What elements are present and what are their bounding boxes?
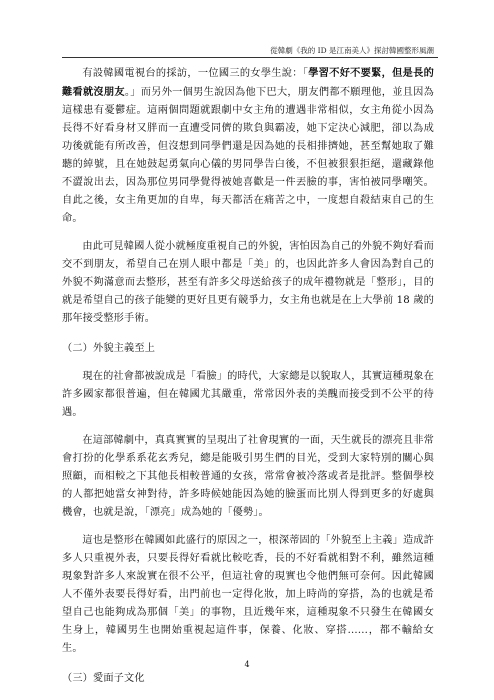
section-2-paragraph-1: 現在的社會都被說成是「看臉」的時代，大家總是以貌取人，其實這種現象在許多國家都很普遍，但在韓國尤其嚴重，常常因外表的美醜而接受到不公平的待遇。 — [62, 371, 434, 418]
header-rule — [62, 57, 438, 58]
page-number: 4 — [244, 660, 250, 669]
paragraph-1 — [62, 64, 434, 228]
section-2-paragraph-2: 在這部韓劇中，真真實實的呈現出了社會現實的一面，天生就長的漂亮且非常會打扮的化學系系花玄秀兒，總是能吸引男生們的目光，受到大家特別的關心與照顧，而相較之下其他長相較普通的女孩，常常會被冷落或者是批評。整個學校的人都把她當女神對待，許多時候她能因為她的臉蛋而比別人得到更多的好處與機會，也就是說，「漂亮」成為她的「優勢」。 — [62, 435, 434, 518]
section-heading-2: （二）外貌主義至上 — [62, 343, 156, 354]
document-body — [62, 64, 434, 698]
section-2-paragraph-3: 這也是整形在韓國如此盛行的原因之一，根深蒂固的「外貌至上主義」造成許多人只重視外表，只要長得好看就比較吃香，長的不好看就相對不利，雖然這種現象對許多人來說實在很不公平，但這社會的現實也令他們無可奈何。因此韓國人不僅外表要長得好看，出門前也一定得化妝，加上時尚的穿搭，為的也就是希望自己也能夠成為那個「美」的事物，且近幾年來，這種現象不只發生在韓國女生身上，韓國男生也開始重視起這件事，保養、化妝、穿搭……，都不輸給女生。 — [62, 535, 434, 654]
paragraph-1-before: 有設韓國電視台的採訪，一位國三的女學生說：「 — [82, 68, 309, 79]
paragraph-1-after: 。」而另外一個男生說因為他下巴大，朋友們都不願理他，並且因為這樣患有憂鬱症。這兩個問題就跟劇中女主角的遭遇非常相似，女主角從小因為長得不好看身材又胖而一直遭受同儕的欺負與霸凌，她下定決心減肥，卻以為成功後就能有所改善，但沒想到同學們還是因為她的長相排擠她，甚至幫她取了難聽的綽號，且在她鼓起勇氣向心儀的男同學告白後，不但被狠狠拒絕，還藏錄他不澀說出去，因為那位男同學覺得被她喜歡是一件丟臉的事，害怕被同學嘲笑。自此之後，女主角更加的自卑，每天都活在痛苦之中，一度想自殺結束自己的生命。 — [62, 87, 434, 224]
running-header: 從韓劇《我的 ID 是江南美人》探討韓國整形風潮 — [270, 46, 434, 55]
paragraph-2-text: 由此可見韓國人從小就極度重視自己的外貌，害怕因為自己的外貌不夠好看而交不到朋友，希望自己在別人眼中都是「美」的，也因此許多人會因為對自己的外貌不夠滿意而去整形，甚至有許多父母送給孩子的成年禮物就是「整形」，目的就是希望自己的孩子能變的更好且更有競爭力，女主角也就是在上大學前 18 歲的那年接受整形手術。 — [62, 241, 434, 324]
paragraph-1-quote-bold: 學習不好不要緊，但是長的難看就沒朋友 — [62, 67, 434, 98]
section-heading-3: （三）愛面子文化 — [62, 673, 145, 684]
paragraph-2 — [62, 238, 434, 328]
